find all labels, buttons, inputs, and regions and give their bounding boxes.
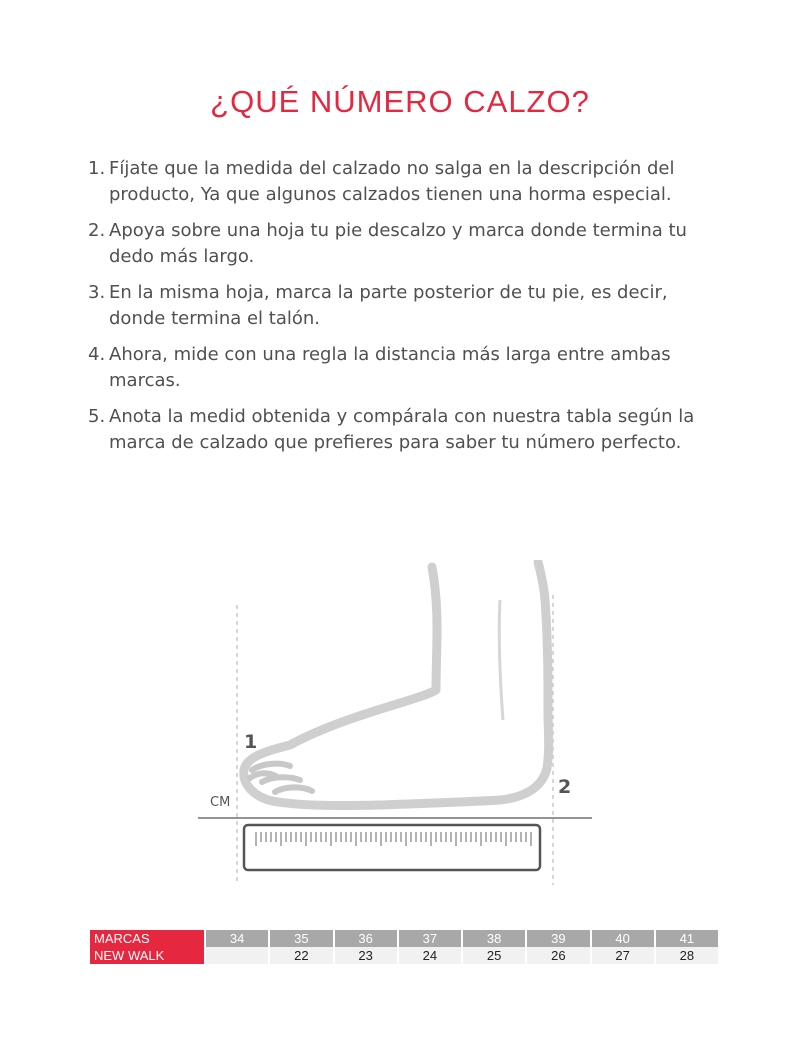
step-item [88,156,728,208]
step-number: 1. [88,158,106,179]
step-number: 2. [88,220,106,241]
step-number: 4. [88,344,106,365]
step-text: Fíjate que la medida del calzado no salga en la descripción del producto, Ya que algunos calzados tienen una horma especial. [109,158,675,205]
step-text: Anota la medid obtenida y compárala con nuestra tabla según la marca de calzado que prefieres para saber tu número perfecto. [109,406,695,453]
step-text: Apoya sobre una hoja tu pie descalzo y marca donde termina tu dedo más largo. [109,220,687,267]
foot-inner-line [499,600,503,720]
step-number: 3. [88,282,106,303]
size-header-cell: 39 [527,930,589,947]
size-header-cell: 41 [656,930,718,947]
step-text: Ahora, mide con una regla la distancia más larga entre ambas marcas. [109,344,671,391]
mark-2-label: 2 [558,776,572,798]
brands-label: MARCAS [90,930,204,947]
brand-label: NEW WALK [90,947,204,964]
size-table-header-row [90,930,718,947]
size-cell [206,947,268,964]
cm-label: CM [210,795,231,810]
step-item [88,218,728,270]
foot-measure-illustration [190,560,610,890]
size-header-cell: 36 [335,930,397,947]
steps-list [88,156,728,466]
ruler [244,825,540,870]
size-header-cell: 37 [399,930,461,947]
step-item [88,342,728,394]
size-table [88,930,720,964]
size-cell: 23 [335,947,397,964]
size-header-cell: 34 [206,930,268,947]
page-title: ¿QUÉ NÚMERO CALZO? [210,84,590,119]
size-header-cell: 35 [270,930,332,947]
step-item [88,404,728,456]
size-cell: 22 [270,947,332,964]
toes-icon [250,764,312,792]
size-cell: 28 [656,947,718,964]
size-header-cell: 38 [463,930,525,947]
size-cell: 26 [527,947,589,964]
step-text: En la misma hoja, marca la parte posterior de tu pie, es decir, donde termina el talón. [109,282,668,329]
step-number: 5. [88,406,106,427]
size-cell: 25 [463,947,525,964]
step-item [88,280,728,332]
table-row [90,947,718,964]
foot-icon [244,562,549,806]
size-cell: 24 [399,947,461,964]
size-header-cell: 40 [592,930,654,947]
mark-1-label: 1 [244,731,258,753]
size-cell: 27 [592,947,654,964]
